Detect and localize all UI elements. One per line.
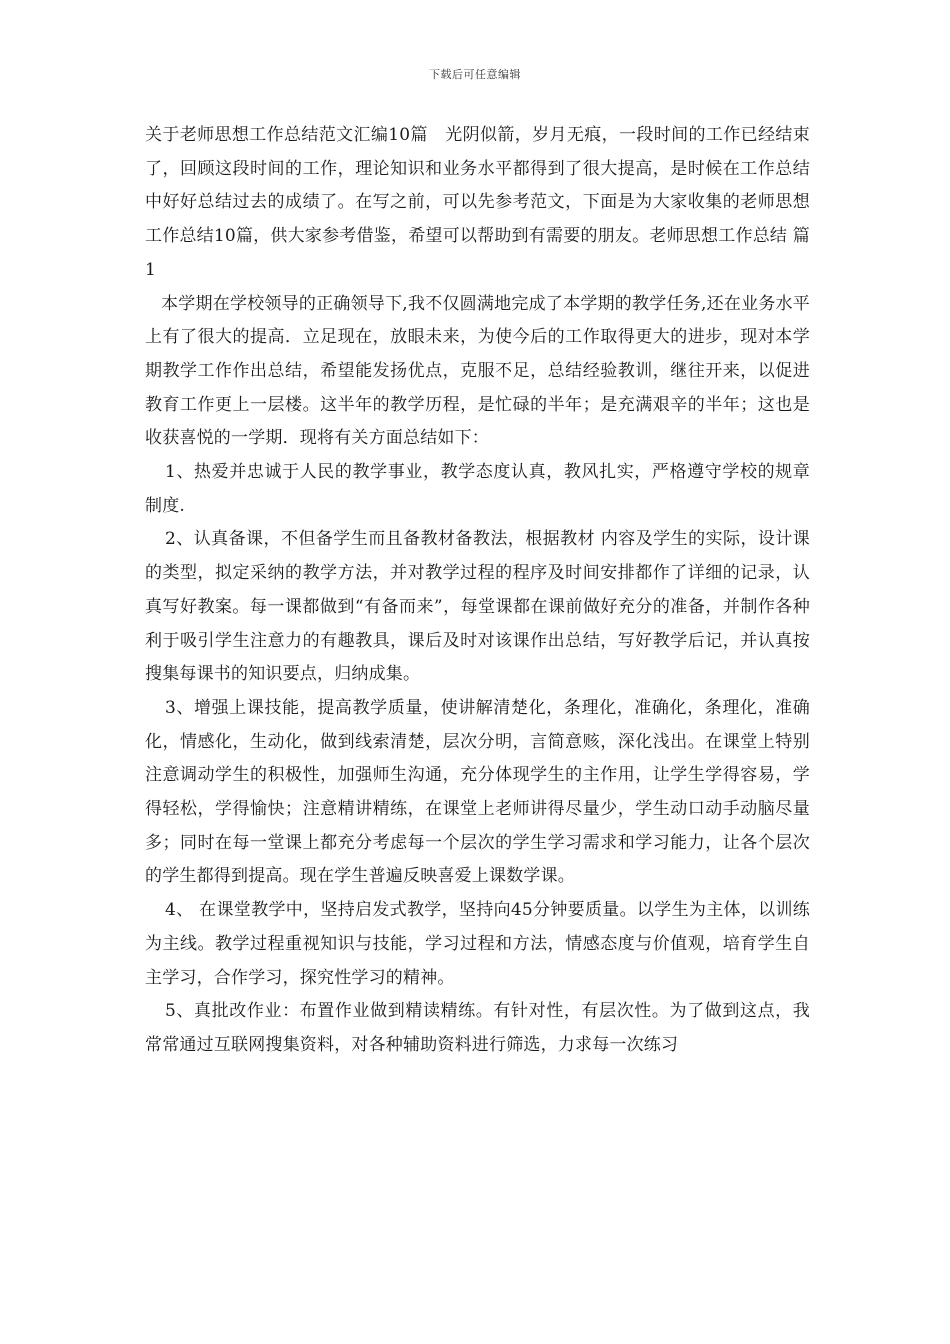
page-header-note: 下载后可任意编辑 bbox=[429, 68, 521, 81]
body-paragraph: 3、增强上课技能，提高教学质量，使讲解清楚化，条理化，准确化，条理化，准确化，情感化，生动化，做到线索清楚，层次分明，言简意赅，深化浅出。在课堂上特别注意调动学生的积极性，加强师生沟通，充分体现学生的主作用，让学生学得容易，学得轻松，学得愉快；注意精讲精练，在课堂上老师讲得尽量少，学生动口动手动脑尽量多；同时在每一堂课上都充分考虑每一个层次的学生学习需求和学习能力，让各个层次的学生都得到提高。现在学生普遍反映喜爱上课数学课。 bbox=[145, 697, 810, 887]
body-paragraph: 5、真批改作业：布置作业做到精读精练。有针对性，有层次性。为了做到这点，我常常通过互联网搜集资料，对各种辅助资料进行筛选，力求每一次练习 bbox=[145, 1001, 810, 1055]
body-paragraph: 2、认真备课，不但备学生而且备教材备教法，根据教材 内容及学生的实际，设计课的类型，拟定采纳的教学方法，并对教学过程的程序及时间安排都作了详细的记录，认真写好教案。每一课都做到“有备而来”，每堂课都在课前做好充分的准备，并制作各种利于吸引学生注意力的有趣教具，课后及时对该课作出总结，写好教学后记，并认真按搜集每课书的知识要点，归纳成集。 bbox=[145, 529, 810, 685]
intro-paragraph: 关于老师思想工作总结范文汇编10篇 光阴似箭，岁月无痕，一段时间的工作已经结束了，回顾这段时间的工作，理论知识和业务水平都得到了很大提高，是时候在工作总结中好好总结过去的成绩了。在写之前，可以先参考范文，下面是为大家收集的老师思想工作总结10篇，供大家参考借鉴，希望可以帮助到有需要的朋友。老师思想工作总结 篇1 bbox=[145, 125, 810, 280]
body-paragraph: 本学期在学校领导的正确领导下,我不仅圆满地完成了本学期的教学任务,还在业务水平上有了很大的提高．立足现在，放眼未来，为使今后的工作取得更大的进步，现对本学期教学工作作出总结，希望能发扬优点，克服不足，总结经验教训，继往开来，以促进教育工作更上一层楼。这半年的教学历程，是忙碌的半年；是充满艰辛的半年；这也是收获喜悦的一学期．现将有关方面总结如下： bbox=[145, 293, 810, 449]
body-paragraph: 4、 在课堂教学中，坚持启发式教学，坚持向45分钟要质量。以学生为主体，以训练为主线。教学过程重视知识与技能，学习过程和方法，情感态度与价值观，培育学生自主学习，合作学习，探究性学习的精神。 bbox=[145, 900, 810, 988]
body-paragraph: 1、热爱并忠诚于人民的教学事业，教学态度认真，教风扎实，严格遵守学校的规章制度. bbox=[145, 462, 810, 516]
document-body bbox=[145, 119, 810, 1063]
